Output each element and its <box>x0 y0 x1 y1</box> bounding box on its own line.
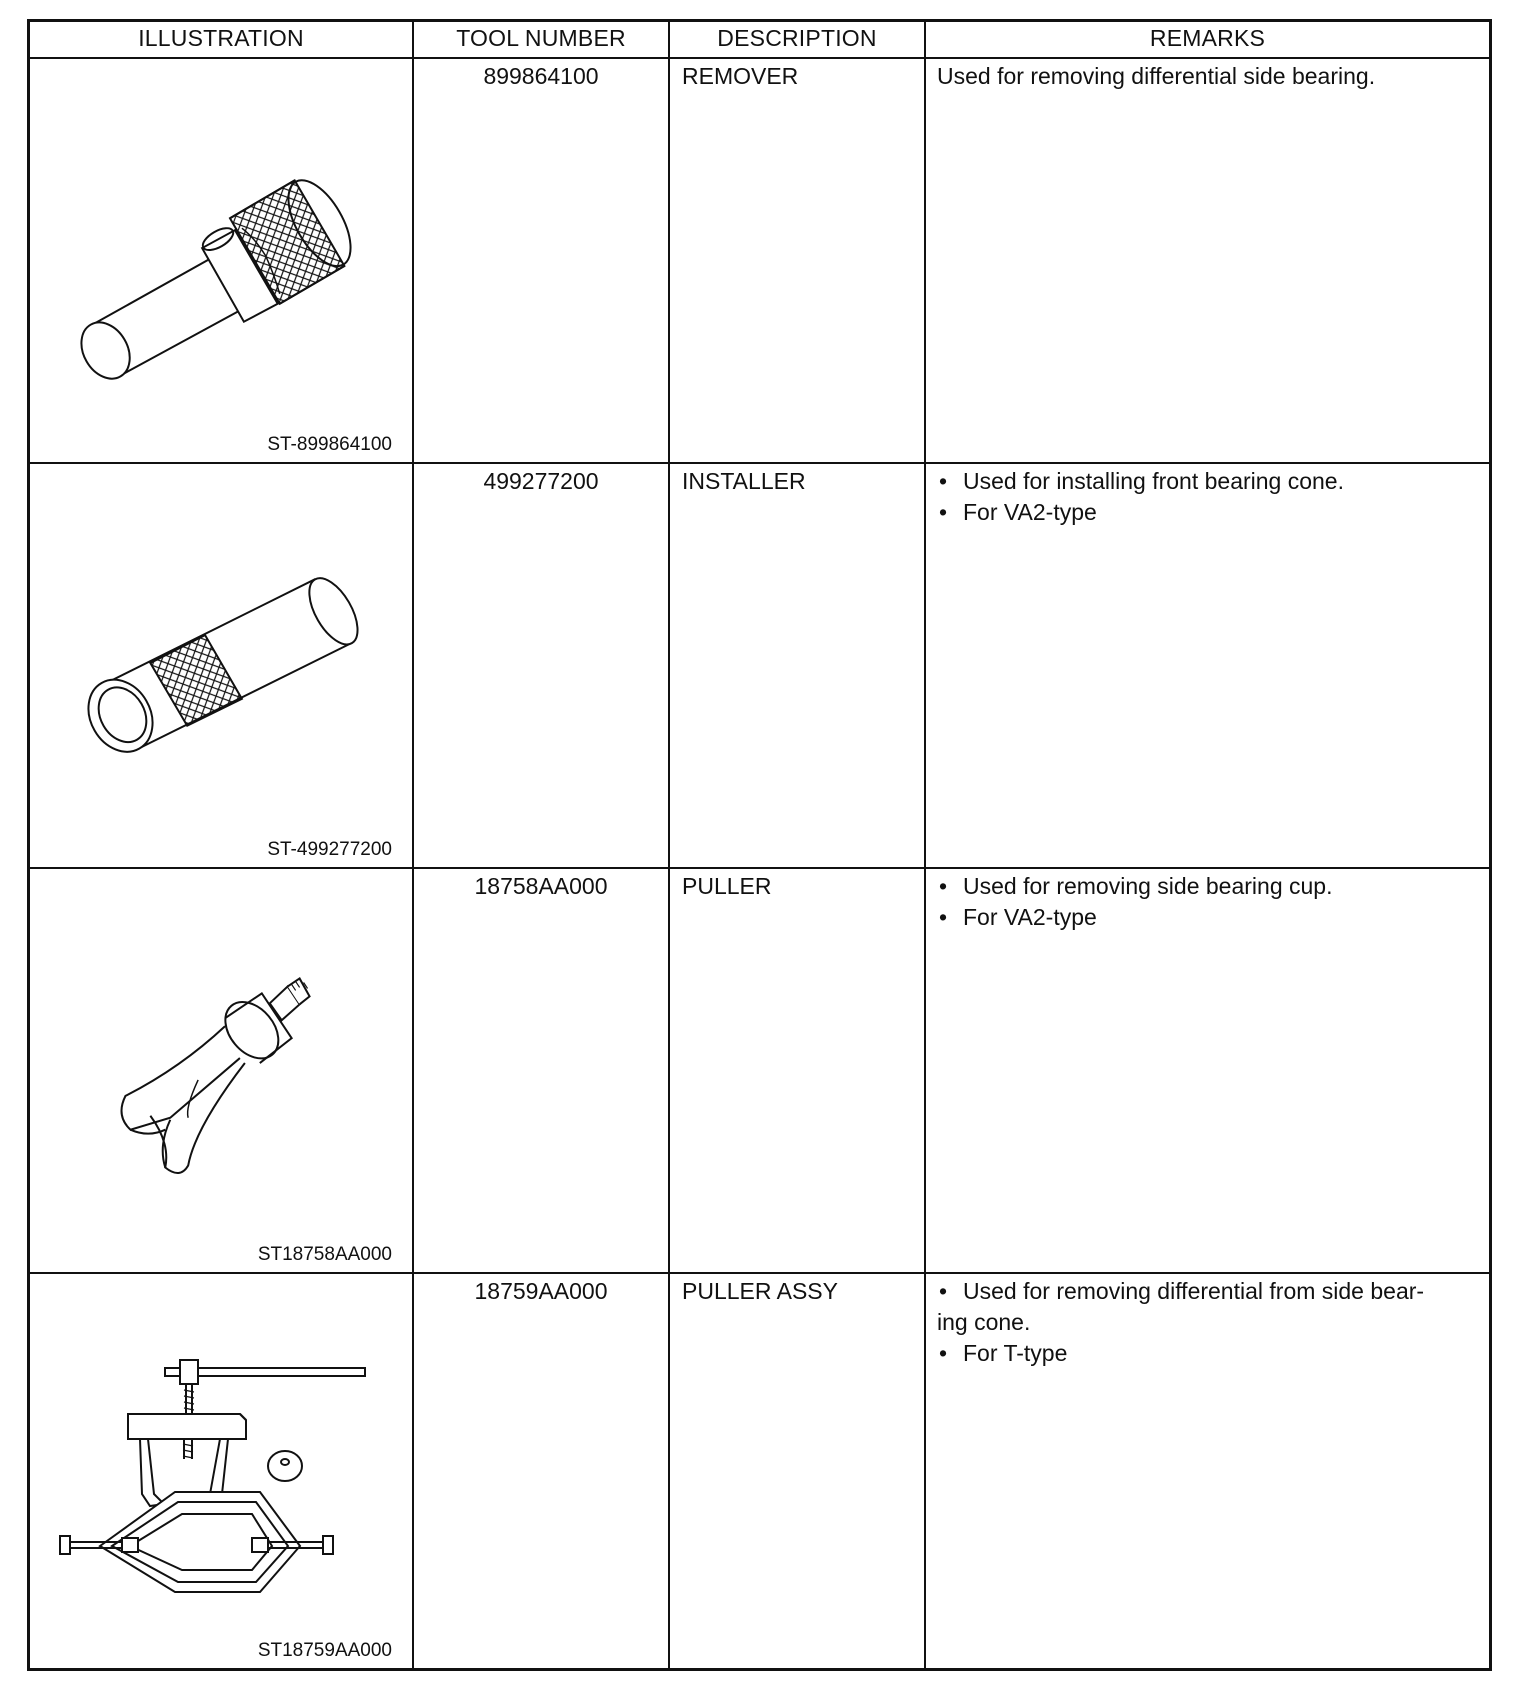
illustration-code: ST-499277200 <box>267 839 392 860</box>
remark-text: Used for installing front bearing cone. <box>963 468 1344 494</box>
illustration-code: ST18758AA000 <box>257 1244 392 1265</box>
puller-tool-icon <box>30 869 414 1272</box>
illustration-cell <box>30 59 414 462</box>
table-row <box>30 464 1489 869</box>
remark-text: For T-type <box>963 1340 1068 1366</box>
table-header-row <box>30 22 1489 59</box>
remark-item <box>937 1338 1475 1369</box>
table-row <box>30 59 1489 464</box>
remark-text: Used for removing differential side bearing. <box>937 63 1376 89</box>
illustration-cell <box>30 464 414 867</box>
bullet: • <box>939 468 948 494</box>
tool-description: PULLER <box>670 869 926 1272</box>
header-description: DESCRIPTION <box>670 22 926 57</box>
illustration-code: ST18759AA000 <box>257 1640 392 1661</box>
tool-number: 899864100 <box>414 59 670 462</box>
remark-text: For VA2-type <box>963 904 1097 930</box>
remark-text: Used for removing side bearing cup. <box>963 873 1333 899</box>
bullet: • <box>939 1340 948 1366</box>
tool-remarks <box>926 59 1489 462</box>
tool-number: 18759AA000 <box>414 1274 670 1668</box>
header-tool-number: TOOL NUMBER <box>414 22 670 57</box>
bullet: • <box>939 873 948 899</box>
header-remarks: REMARKS <box>1149 25 1266 51</box>
puller-assy-tool-icon <box>30 1274 414 1668</box>
tool-description: PULLER ASSY <box>670 1274 926 1668</box>
bullet: • <box>939 904 948 930</box>
remark-item <box>937 466 1475 497</box>
tool-remarks <box>926 869 1489 1272</box>
tool-remarks <box>926 1274 1489 1668</box>
special-tools-table <box>27 19 1492 1671</box>
installer-tool-icon <box>30 464 414 867</box>
bullet: • <box>939 499 948 525</box>
tool-description: INSTALLER <box>670 464 926 867</box>
remark-item <box>937 497 1475 528</box>
tool-remarks <box>926 464 1489 867</box>
illustration-cell <box>30 1274 414 1668</box>
header-illustration: ILLUSTRATION <box>30 22 414 57</box>
remark-text-continuation: ing cone. <box>937 1309 1031 1335</box>
bullet: • <box>939 1278 948 1304</box>
table-row <box>30 1274 1489 1668</box>
illustration-cell <box>30 869 414 1272</box>
remover-tool-icon <box>30 59 414 462</box>
tool-description: REMOVER <box>670 59 926 462</box>
tool-number: 18758AA000 <box>414 869 670 1272</box>
remark-item <box>937 1276 1475 1338</box>
tool-number: 499277200 <box>414 464 670 867</box>
remark-text: Used for removing differential from side bear- <box>963 1278 1425 1304</box>
remark-item <box>937 871 1475 902</box>
table-row <box>30 869 1489 1274</box>
remark-text: For VA2-type <box>963 499 1097 525</box>
remark-item <box>937 902 1475 933</box>
illustration-code: ST-899864100 <box>267 434 392 455</box>
